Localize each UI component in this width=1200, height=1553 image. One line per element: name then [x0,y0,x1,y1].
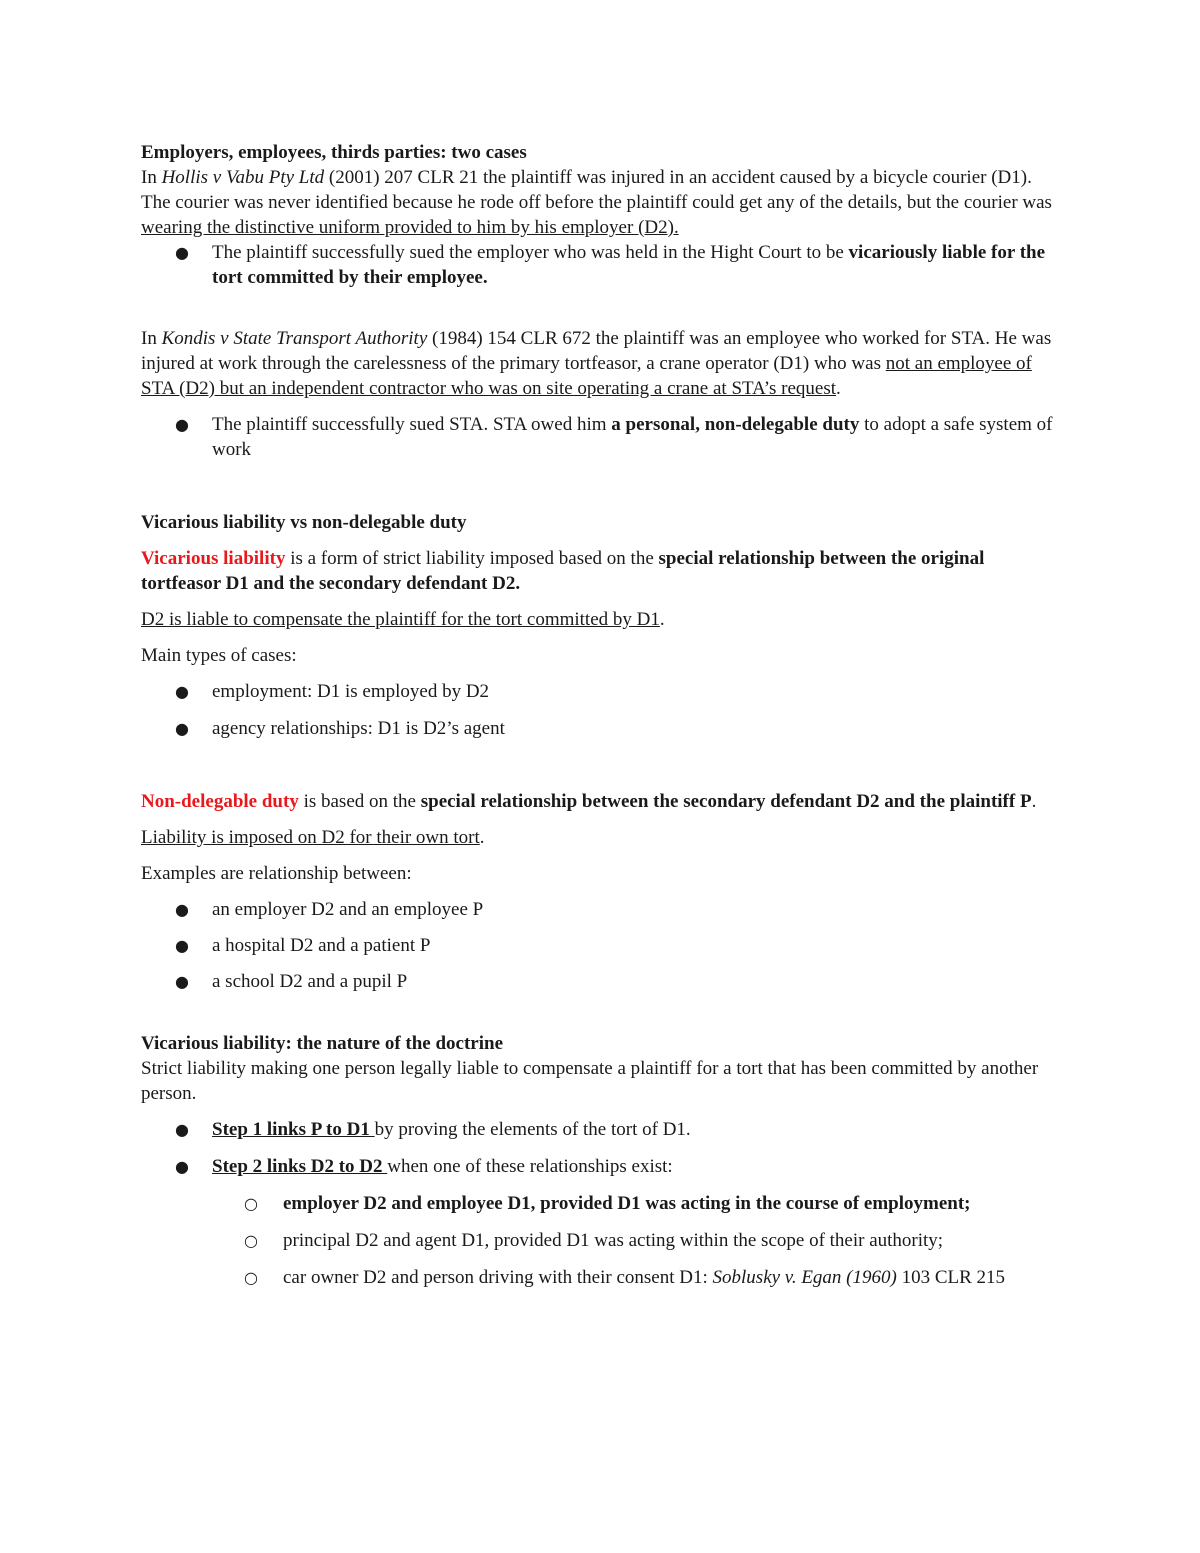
document-page [141,140,1061,1290]
bullet-circle-icon: ○ [244,1194,258,1213]
types-list [141,679,1061,741]
types-label: Main types of cases: [141,645,297,666]
sub-item-text: employer D2 and employee D1, provided D1 was acting in the course of employment; [283,1193,971,1214]
section-heading-nature: Vicarious liability: the nature of the doctrine [141,1033,504,1054]
bullet-dot-icon: ● [175,719,189,738]
sub-list-item [141,1265,1061,1290]
bullet-dot-icon: ● [175,415,189,434]
list-item [141,969,1061,994]
case-kondis-paragraph [141,326,1061,401]
list-item-text: employment: D1 is employed by D2 [212,681,490,702]
list-item [141,716,1061,741]
examples-label: Examples are relationship between: [141,863,412,884]
case-hollis-paragraph [141,165,1061,240]
nd-text: is based on the [298,791,421,812]
bullet-text: The plaintiff successfully sued STA. STA owed him [212,414,612,435]
case-kondis-underlined: not an employee of STA (D2) but an independent contractor who was on site operating a crane at STA’s request [141,353,1032,399]
case-intro: In [141,167,162,188]
bullet-dot-icon: ● [175,1120,189,1139]
nd-term: Non-delegable duty [141,791,299,812]
nd-underlined-text: Liability is imposed on D2 for their own tort [141,827,480,848]
step2-text: when one of these relationships exist: [387,1156,673,1177]
bullet-tail-text: to adopt a safe system of work [212,414,1053,460]
nd-definition [141,789,1061,814]
bullet-dot-icon: ● [175,900,189,919]
bullet-circle-icon: ○ [244,1268,258,1287]
sub-list-item [141,1228,1061,1253]
list-item [141,412,1061,462]
section-heading-vl-vs-nd: Vicarious liability vs non-delegable duty [141,512,467,533]
bullet-circle-icon: ○ [244,1231,258,1250]
sub-item-tail: 103 CLR 215 [896,1267,1006,1288]
nd-underlined-line [141,825,1061,850]
bullet-bold-text: vicariously liable for the tort committed by their employee. [212,242,1046,288]
steps-list [141,1117,1061,1290]
vl-underlined-tail: . [659,609,665,630]
list-item [141,1117,1061,1142]
bullet-dot-icon: ● [175,936,189,955]
step2-label: Step 2 links D2 to D2 [212,1156,388,1177]
nature-text: Strict liability making one person legally liable to compensate a plaintiff for a tort that has been committed by another person. [141,1058,1039,1104]
case-hollis-bullets [141,240,1061,290]
bullet-dot-icon: ● [175,682,189,701]
case-name-soblusky: Soblusky v. Egan (1960) [712,1267,897,1288]
list-item [141,897,1061,922]
bullet-bold-text: a personal, non-delegable duty [611,414,860,435]
list-item-text: a school D2 and a pupil P [212,971,408,992]
case-kondis-text: (1984) 154 CLR 672 the plaintiff was an employee who worked for STA. He was injured at work through the carelessness of the primary tortfeasor, a crane operator (D1) who was [141,328,1052,374]
sub-item-text: car owner D2 and person driving with their consent D1: [283,1267,713,1288]
step1-label: Step 1 links P to D1 [212,1119,375,1140]
vl-bold-text: special relationship between the original tortfeasor D1 and the secondary defendant D2. [141,548,985,594]
case-hollis-underlined: wearing the distinctive uniform provided to him by his employer (D2). [141,217,679,238]
step1-text: by proving the elements of the tort of D1. [374,1119,691,1140]
bullet-dot-icon: ● [175,972,189,991]
list-item [141,240,1061,290]
list-item-text: a hospital D2 and a patient P [212,935,431,956]
bullet-dot-icon: ● [175,243,189,262]
nd-bold-text: special relationship between the secondary defendant D2 and the plaintiff P [420,791,1032,812]
section-heading-two-cases: Employers, employees, thirds parties: two cases [141,142,527,163]
bullet-text: The plaintiff successfully sued the employer who was held in the Hight Court to be [212,242,849,263]
bullet-dot-icon: ● [175,1157,189,1176]
list-item-text: an employer D2 and an employee P [212,899,484,920]
case-intro: In [141,328,162,349]
case-hollis-text: (2001) 207 CLR 21 the plaintiff was injured in an accident caused by a bicycle courier (D1). The courier was never identified because he rode off before the plaintiff could get any of the details, but the courier was [141,167,1052,213]
sub-item-text: principal D2 and agent D1, provided D1 was acting within the scope of their authority; [283,1230,944,1251]
list-item [141,679,1061,704]
case-kondis-bullets [141,412,1061,462]
vl-underlined-text: D2 is liable to compensate the plaintiff for the tort committed by D1 [141,609,660,630]
vl-definition [141,546,1061,596]
vl-underlined-line [141,607,1061,632]
case-kondis-tail: . [836,378,841,399]
sub-list-item [141,1191,1061,1216]
examples-list [141,897,1061,994]
nd-tail: . [1031,791,1037,812]
vl-text: is a form of strict liability imposed based on the [285,548,659,569]
case-name-kondis: Kondis v State Transport Authority [161,328,428,349]
nd-underlined-tail: . [479,827,485,848]
list-item-text: agency relationships: D1 is D2’s agent [212,718,505,739]
vl-term: Vicarious liability [141,548,286,569]
list-item [141,933,1061,958]
case-name-hollis: Hollis v Vabu Pty Ltd [161,167,325,188]
list-item [141,1154,1061,1179]
